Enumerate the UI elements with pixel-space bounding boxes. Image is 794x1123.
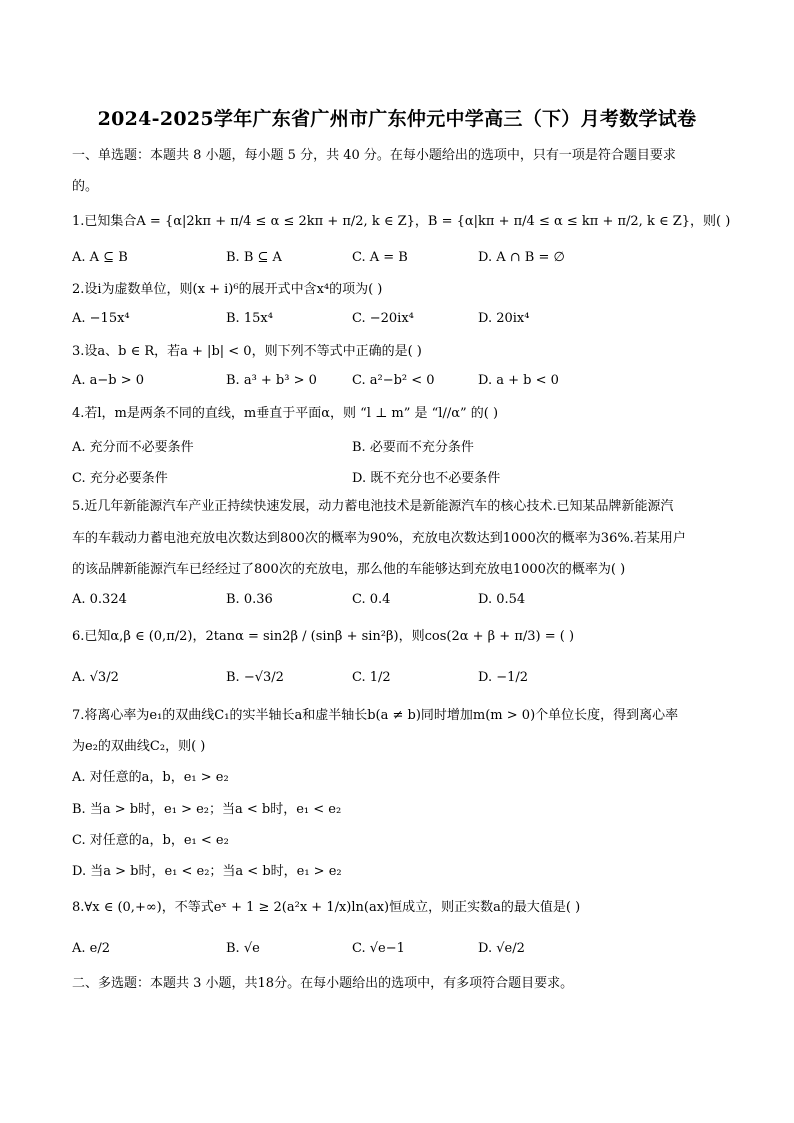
question-6-option-c: C. 1/2 (352, 670, 391, 685)
question-6-options (72, 670, 732, 692)
question-2-option-b: B. 15x⁴ (226, 311, 273, 326)
section-single-choice-heading: 一、单选题：本题共 8 小题，每小题 5 分，共 40 分。在每小题给出的选项中，只有一项是符合题目要求 (72, 148, 676, 163)
question-5-option-c: C. 0.4 (352, 592, 391, 607)
question-3-options (72, 373, 732, 395)
question-1-options (72, 250, 732, 272)
question-3-option-b: B. a³ + b³ > 0 (226, 373, 317, 388)
question-7-option-d: D. 当a > b时，e₁ < e₂；当a < b时，e₁ > e₂ (72, 864, 342, 879)
question-1-option-b: B. B ⊆ A (226, 250, 282, 265)
question-4-option-d: D. 既不充分也不必要条件 (352, 471, 501, 486)
question-2-stem: 2.设i为虚数单位，则(x + i)⁶的展开式中含x⁴的项为( ) (72, 282, 383, 297)
question-6-option-a: A. √3/2 (72, 670, 119, 685)
question-3-stem: 3.设a、b ∈ R，若a + |b| < 0，则下列不等式中正确的是( ) (72, 344, 422, 359)
question-5-option-a: A. 0.324 (72, 592, 127, 607)
question-7-option-a: A. 对任意的a，b，e₁ > e₂ (72, 770, 229, 785)
question-7-stem-line-2: 为e₂的双曲线C₂，则( ) (72, 739, 206, 754)
question-7-option-b: B. 当a > b时，e₁ > e₂；当a < b时，e₁ < e₂ (72, 802, 342, 817)
question-8-stem: 8.∀x ∈ (0,+∞)，不等式eˣ + 1 ≥ 2(a²x + 1/x)ln(ax)恒成立，则正实数a的最大值是( ) (72, 900, 581, 915)
question-4-options-row1 (72, 436, 732, 458)
question-1-stem: 1.已知集合A = {α|2kπ + π/4 ≤ α ≤ 2kπ + π/2, k ∈ Z}，B = {α|kπ + π/4 ≤ α ≤ kπ + π/2, k ∈ Z}，则( ) (72, 214, 731, 229)
question-2-option-c: C. −20ix⁴ (352, 311, 414, 326)
question-6-option-b: B. −√3/2 (226, 670, 284, 685)
section-single-choice-heading-cont: 的。 (72, 179, 99, 194)
question-3-option-d: D. a + b < 0 (478, 373, 559, 388)
question-4-stem: 4.若l，m是两条不同的直线，m垂直于平面α，则 “l ⊥ m” 是 “l//α” 的( ) (72, 406, 499, 421)
question-7-option-c: C. 对任意的a，b，e₁ < e₂ (72, 833, 229, 848)
question-5-stem-line-2: 车的车载动力蓄电池充放电次数达到800次的概率为90%，充放电次数达到1000次的概率为36%.若某用户 (72, 531, 686, 546)
question-5-stem-line-3: 的该品牌新能源汽车已经经过了800次的充放电，那么他的车能够达到充放电1000次的概率为( ) (72, 562, 626, 577)
question-8-option-c: C. √e−1 (352, 941, 405, 956)
question-6-stem: 6.已知α,β ∈ (0,π/2)，2tanα = sin2β / (sinβ + sin²β)，则cos(2α + β + π/3) = ( ) (72, 629, 575, 644)
question-4-option-a: A. 充分而不必要条件 (72, 440, 194, 455)
question-1-option-c: C. A = B (352, 250, 408, 265)
question-3-option-a: A. a−b > 0 (72, 373, 145, 388)
question-7-stem-line-1: 7.将离心率为e₁的双曲线C₁的实半轴长a和虚半轴长b(a ≠ b)同时增加m(m > 0)个单位长度，得到离心率 (72, 708, 679, 723)
question-5-options (72, 592, 732, 614)
question-6-option-d: D. −1/2 (478, 670, 529, 685)
question-2-option-d: D. 20ix⁴ (478, 311, 530, 326)
question-8-options (72, 941, 732, 963)
question-4-options-row2 (72, 467, 732, 489)
question-4-option-c: C. 充分必要条件 (72, 471, 168, 486)
question-8-option-a: A. e/2 (72, 941, 110, 956)
question-8-option-d: D. √e/2 (478, 941, 525, 956)
question-4-option-b: B. 必要而不充分条件 (352, 440, 474, 455)
question-5-option-d: D. 0.54 (478, 592, 526, 607)
question-5-option-b: B. 0.36 (226, 592, 273, 607)
section-multi-choice-heading: 二、多选题：本题共 3 小题，共18分。在每小题给出的选项中，有多项符合题目要求。 (72, 976, 574, 991)
question-3-option-c: C. a²−b² < 0 (352, 373, 435, 388)
question-2-option-a: A. −15x⁴ (72, 311, 130, 326)
question-2-options (72, 311, 732, 333)
question-5-stem-line-1: 5.近几年新能源汽车产业正持续快速发展，动力蓄电池技术是新能源汽车的核心技术.已知某品牌新能源汽 (72, 499, 674, 514)
page-title: 2024-2025学年广东省广州市广东仲元中学高三（下）月考数学试卷 (97, 108, 697, 130)
question-1-option-a: A. A ⊆ B (72, 250, 128, 265)
question-8-option-b: B. √e (226, 941, 260, 956)
question-1-option-d: D. A ∩ B = ∅ (478, 250, 565, 265)
